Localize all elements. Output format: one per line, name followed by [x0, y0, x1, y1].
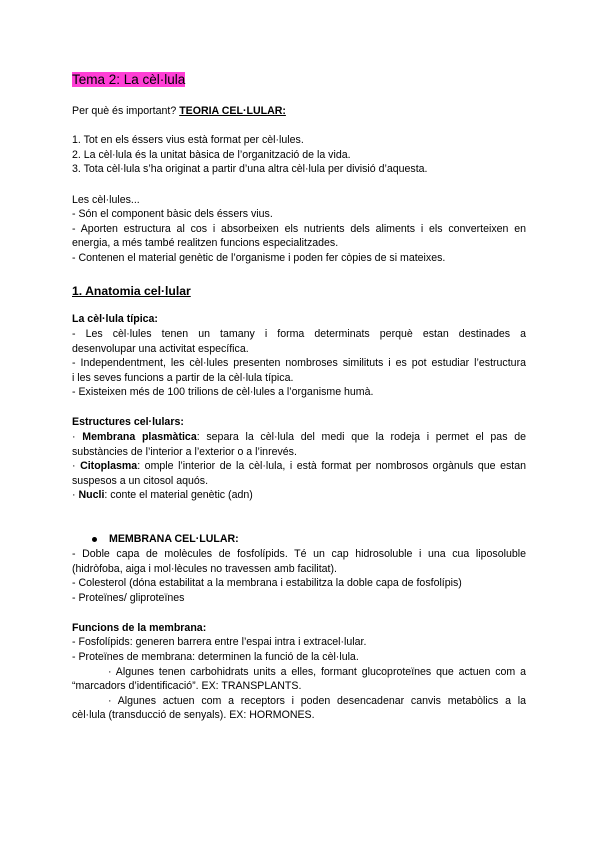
dot-prefix: ·: [72, 431, 83, 443]
cells-line: - Contenen el material genètic de l’organisme i poden fer còpies de si mateixes.: [72, 252, 446, 264]
page-title: [72, 71, 526, 88]
function-line: · Algunes actuen com a receptors i poden desencadenar canvis metabòlics a la: [108, 695, 526, 707]
function-line: “marcadors d’identificació”. EX: TRANSPLANTS.: [72, 680, 302, 692]
typical-line: - Independentment, les cèl·lules presenten nombroses similituts i es pot estudiar l’estructura: [72, 357, 526, 369]
theory-item: 1. Tot en els éssers vius està format per cèl·lules.: [72, 134, 304, 146]
typical-line: - Existeixen més de 100 trilions de cèl·lules a l’organisme humà.: [72, 386, 374, 398]
membrane-detail: - Doble capa de molècules de fosfolípids. Té un cap hidrosoluble i una cua liposoluble: [72, 548, 526, 560]
cytoplasm-description: : omple l’interior de la cèl·lula, i està format per nombrosos orgànuls que estan: [137, 460, 526, 472]
question-text: Per què és important?: [72, 105, 180, 117]
function-line: cèl·lula (transducció de senyals). EX: HORMONES.: [72, 709, 315, 721]
membrane-term: Membrana plasmàtica: [82, 431, 197, 443]
theory-link: TEORIA CEL·LULAR:: [179, 105, 286, 117]
membrane-detail: - Proteïnes/ gliproteïnes: [72, 592, 185, 604]
function-line: - Proteïnes de membrana: determinen la funció de la cèl·lula.: [72, 651, 359, 663]
cells-heading: Les cèl·lules...: [72, 194, 140, 206]
cytoplasm-term: Citoplasma: [80, 460, 138, 472]
membrane-line-cont: substàncies de l’interior a l’exterior o a l’inrevés.: [72, 446, 297, 458]
cells-line: - Aporten estructura al cos i absorbeixen els nutrients dels aliments i els converteixen en: [72, 223, 526, 235]
dot-prefix: ·: [72, 489, 79, 501]
typical-line: desenvolupar una activitat específica.: [72, 343, 249, 355]
cells-line: energia, a més també realitzen funcions especialitzades.: [72, 237, 339, 249]
function-line: - Fosfolípids: generen barrera entre l’espai intra i extracel·lular.: [72, 636, 367, 648]
function-line: · Algunes tenen carbohidrats units a elles, formant glucoproteïnes que actuen com a: [108, 666, 526, 678]
theory-question: [72, 104, 526, 118]
functions-heading: Funcions de la membrana:: [72, 622, 207, 634]
membrane-line: [72, 430, 526, 444]
membrane-heading: [72, 532, 526, 546]
dot-prefix: ·: [72, 460, 81, 472]
cells-line: - Són el component bàsic dels éssers vius.: [72, 208, 273, 220]
membrane-heading-text: MEMBRANA CEL·LULAR:: [109, 533, 239, 545]
bullet-icon: [92, 537, 97, 542]
cytoplasm-line: [72, 459, 526, 473]
theory-item: 3. Tota cèl·lula s’ha originat a partir d’una altra cèl·lula per divisió d’aquesta.: [72, 163, 428, 175]
title-highlight: Tema 2: La cèl·lula: [72, 72, 186, 87]
section-heading-anatomy: 1. Anatomia cel·lular: [72, 284, 191, 298]
nucleus-description: : conte el material genètic (adn): [104, 489, 253, 501]
typical-cell-heading: La cèl·lula típica:: [72, 313, 158, 325]
typical-line: - Les cèl·lules tenen un tamany i forma determinats perquè estan destinades a: [72, 328, 526, 340]
nucleus-term: Nucli: [78, 489, 105, 501]
membrane-detail: - Colesterol (dóna estabilitat a la membrana i estabilitza la doble capa de fosfolípis): [72, 577, 462, 589]
typical-line: i les seves funcions a partir de la cèl·lula típica.: [72, 372, 294, 384]
membrane-description: : separa la cèl·lula del medi que la rodeja i permet el pas de: [196, 431, 526, 443]
structures-heading: Estructures cel·lulars:: [72, 416, 184, 428]
cytoplasm-line-cont: suspesos a un citosol aquós.: [72, 475, 209, 487]
theory-item: 2. La cèl·lula és la unitat bàsica de l’organització de la vida.: [72, 149, 351, 161]
membrane-detail: (hidròfoba, aiga i mol·lècules no travessen amb facilitat).: [72, 563, 337, 575]
nucleus-line: [72, 488, 526, 502]
